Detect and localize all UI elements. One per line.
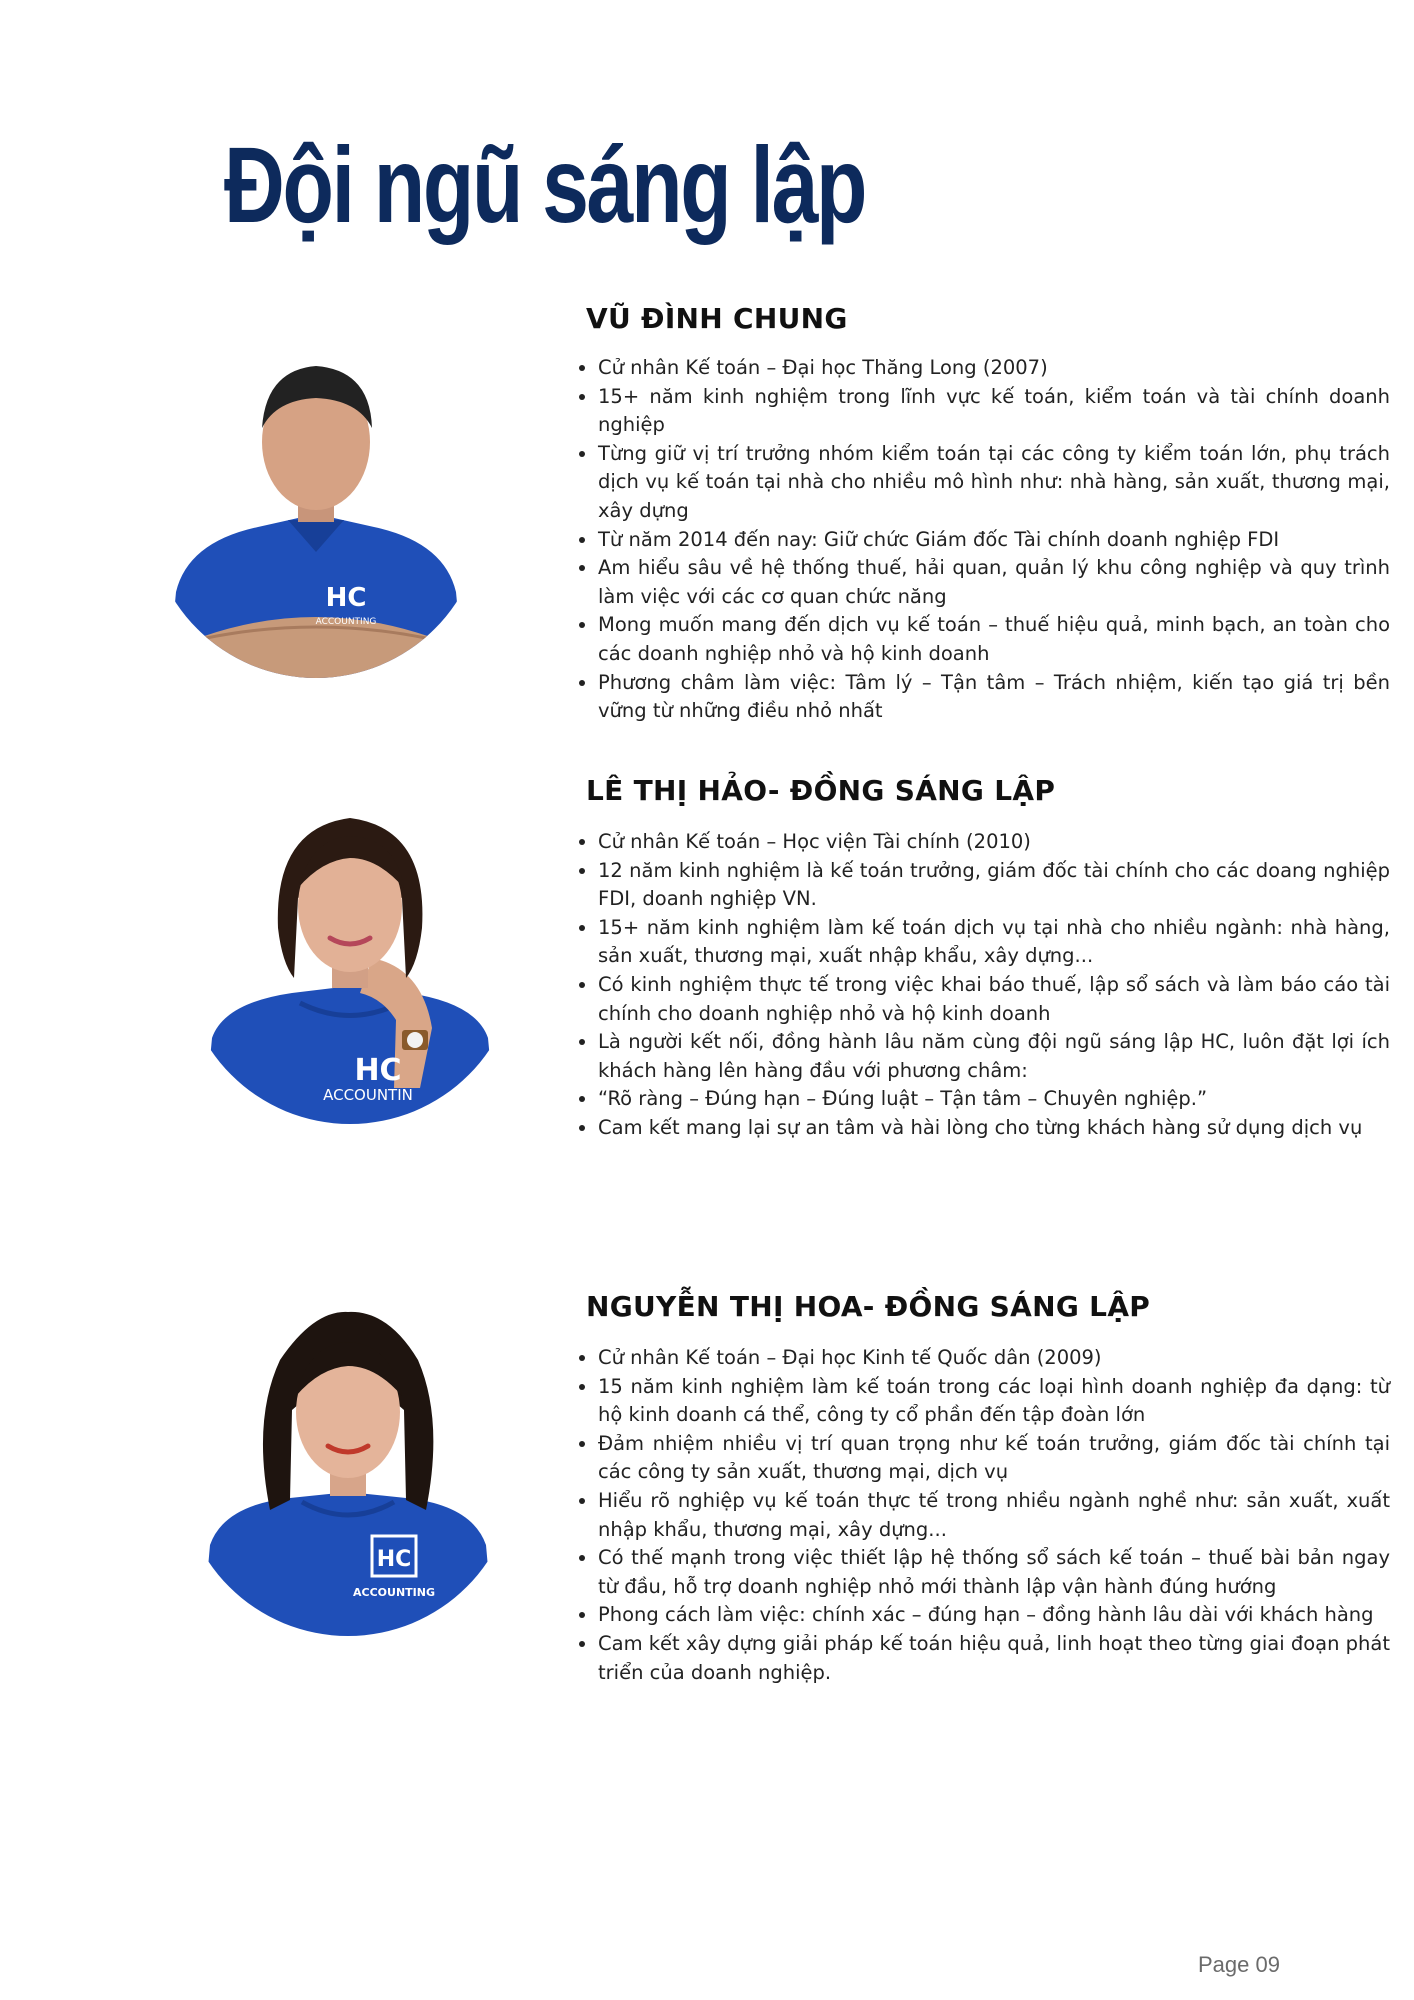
list-item: • Cam kết xây dựng giải pháp kế toán hiệu quả, linh hoạt theo từng giai đoạn phát triển của doanh nghiệp. bbox=[598, 1630, 1390, 1687]
list-item: • Có thế mạnh trong việc thiết lập hệ thống sổ sách kế toán – thuế bài bản ngay từ đầu, hỗ trợ doanh nghiệp nhỏ mới thành lập vận hành đúng hướng bbox=[598, 1544, 1390, 1601]
avatar bbox=[182, 788, 518, 1124]
list-item: • Là người kết nối, đồng hành lâu năm cùng đội ngũ sáng lập HC, luôn đặt lợi ích khách hàng lên hàng đầu với phương châm: bbox=[598, 1028, 1390, 1085]
page-number: Page 09 bbox=[1198, 1952, 1280, 1977]
shirt-logo: HC bbox=[376, 1547, 412, 1572]
list-item: • Cử nhân Kế toán – Đại học Kinh tế Quốc dân (2009) bbox=[598, 1344, 1390, 1373]
person-portrait-icon bbox=[180, 1300, 516, 1636]
list-item: • Từ năm 2014 đến nay: Giữ chức Giám đốc Tài chính doanh nghiệp FDI bbox=[598, 526, 1390, 555]
list-item: • Hiểu rõ nghiệp vụ kế toán thực tế trong nhiều ngành nghề như: sản xuất, xuất nhập khẩu, thương mại, xây dựng... bbox=[598, 1487, 1390, 1544]
list-item: • Am hiểu sâu về hệ thống thuế, hải quan, quản lý khu công nghiệp và quy trình làm việc với các cơ quan chức năng bbox=[598, 554, 1390, 611]
avatar bbox=[148, 342, 484, 678]
member-name: VŨ ĐÌNH CHUNG bbox=[586, 302, 848, 335]
shirt-logo-sub: ACCOUNTING bbox=[315, 617, 377, 627]
shirt-logo: HC bbox=[325, 583, 367, 613]
person-portrait-icon bbox=[182, 788, 518, 1124]
shirt-logo-sub: ACCOUNTIN bbox=[323, 1086, 413, 1104]
list-item: • Cử nhân Kế toán – Đại học Thăng Long (2007) bbox=[598, 354, 1390, 383]
list-item: • Cử nhân Kế toán – Học viện Tài chính (2010) bbox=[598, 828, 1390, 857]
list-item: • 15+ năm kinh nghiệm trong lĩnh vực kế toán, kiểm toán và tài chính doanh nghiệp bbox=[598, 383, 1390, 440]
shirt-logo-sub: ACCOUNTING bbox=[353, 1586, 435, 1599]
member-name: NGUYỄN THỊ HOA- ĐỒNG SÁNG LẬP bbox=[586, 1290, 1151, 1323]
member-name: LÊ THỊ HẢO- ĐỒNG SÁNG LẬP bbox=[586, 774, 1056, 807]
list-item: • Từng giữ vị trí trưởng nhóm kiểm toán tại các công ty kiểm toán lớn, phụ trách dịch vụ kế toán tại nhà cho nhiều mô hình như: nhà hàng, sản xuất, thương mại, xây dựng bbox=[598, 440, 1390, 526]
list-item: • “Rõ ràng – Đúng hạn – Đúng luật – Tận tâm – Chuyên nghiệp.” bbox=[598, 1085, 1390, 1114]
page-title: Đội ngũ sáng lập bbox=[224, 124, 866, 245]
list-item: • Cam kết mang lại sự an tâm và hài lòng cho từng khách hàng sử dụng dịch vụ bbox=[598, 1114, 1390, 1143]
list-item: • Có kinh nghiệm thực tế trong việc khai báo thuế, lập sổ sách và làm báo cáo tài chính cho doanh nghiệp nhỏ và hộ kinh doanh bbox=[598, 971, 1390, 1028]
member-bio-list bbox=[570, 828, 1390, 1143]
list-item: • Mong muốn mang đến dịch vụ kế toán – thuế hiệu quả, minh bạch, an toàn cho các doanh nghiệp nhỏ và hộ kinh doanh bbox=[598, 611, 1390, 668]
member-bio-list bbox=[570, 354, 1390, 726]
list-item: • Phương châm làm việc: Tâm lý – Tận tâm – Trách nhiệm, kiến tạo giá trị bền vững từ những điều nhỏ nhất bbox=[598, 669, 1390, 726]
shirt-logo: HC bbox=[354, 1053, 402, 1088]
list-item: • 15+ năm kinh nghiệm làm kế toán dịch vụ tại nhà cho nhiều ngành: nhà hàng, sản xuất, thương mại, xuất nhập khẩu, xây dựng... bbox=[598, 914, 1390, 971]
list-item: • Đảm nhiệm nhiều vị trí quan trọng như kế toán trưởng, giám đốc tài chính tại các công ty sản xuất, thương mại, dịch vụ bbox=[598, 1430, 1390, 1487]
list-item: • 15 năm kinh nghiệm làm kế toán trong các loại hình doanh nghiệp đa dạng: từ hộ kinh doanh cá thể, công ty cổ phần đến tập đoàn lớn bbox=[598, 1373, 1390, 1430]
avatar bbox=[180, 1300, 516, 1636]
list-item: • Phong cách làm việc: chính xác – đúng hạn – đồng hành lâu dài với khách hàng bbox=[598, 1601, 1390, 1630]
person-portrait-icon bbox=[148, 342, 484, 678]
list-item: • 12 năm kinh nghiệm là kế toán trưởng, giám đốc tài chính cho các doang nghiệp FDI, doanh nghiệp VN. bbox=[598, 857, 1390, 914]
member-bio-list bbox=[570, 1344, 1390, 1687]
